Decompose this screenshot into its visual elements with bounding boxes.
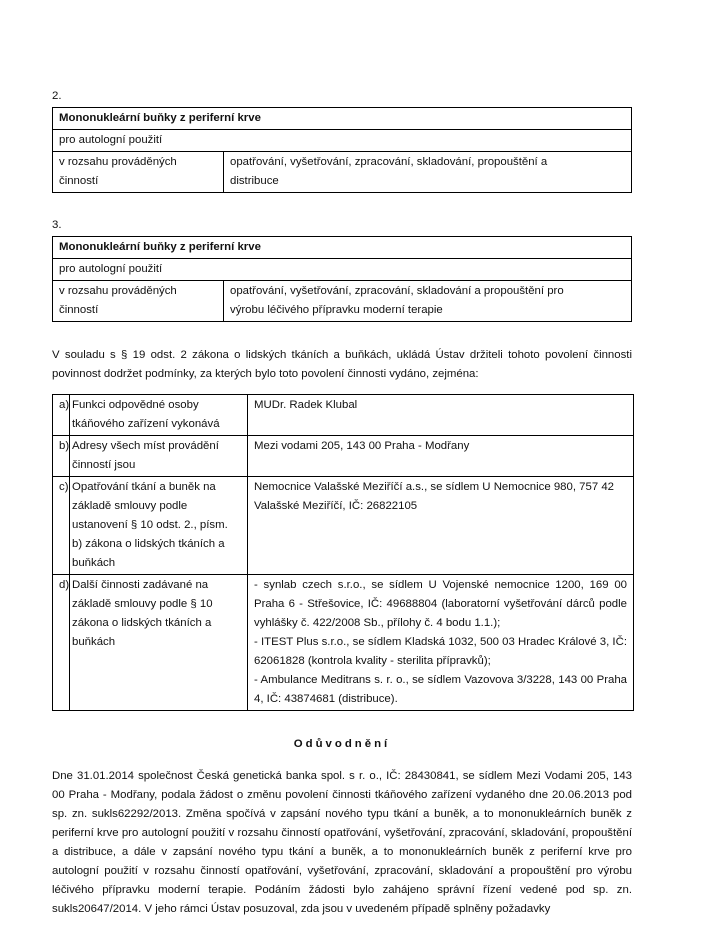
condition-c-label <box>70 477 248 575</box>
section-2-scope-value <box>224 152 632 193</box>
condition-b-label-line-2: činností jsou <box>72 459 136 471</box>
section-2-scope-label <box>53 152 224 193</box>
condition-d-value <box>248 575 634 711</box>
condition-a-label-line-2: tkáňového zařízení vykonává <box>72 418 220 430</box>
condition-b-label-line-1: Adresy všech míst provádění <box>72 440 219 452</box>
condition-d-label-line-4: buňkách <box>72 636 116 648</box>
section-3-scope-label-line-1: v rozsahu prováděných <box>59 285 177 297</box>
condition-d-contractor-3: - Ambulance Meditrans s. r. o., se sídlem Vazovova 3/3228, 143 00 Praha 4, IČ: 43874681 (distribuce). <box>254 674 627 705</box>
condition-d-contractor-2: - ITEST Plus s.r.o., se sídlem Kladská 1032, 500 03 Hradec Králové 3, IČ: 62061828 (kontrola kvality - sterilita přípravků); <box>254 636 627 667</box>
condition-c-letter: c) <box>53 477 70 575</box>
section-2-number: 2. <box>52 90 62 102</box>
condition-a-letter: a) <box>53 395 70 436</box>
condition-row-b <box>53 436 634 477</box>
section-2-use: pro autologní použití <box>53 130 632 152</box>
condition-d-label <box>70 575 248 711</box>
reasoning-paragraph: Dne 31.01.2014 společnost Česká genetická banka spol. s r. o., IČ: 28430841, se sídlem Mezi Vodami 205, 143 00 Praha - Modřany, podala žádost o změnu povolení činnosti tkáňového zařízení vydaného dne 20.06.2013 pod sp. zn. sukls62292/2013. Změna spočívá v zapsání nového typu tkání a buněk, a to mononukleárních buněk z periferní krve pro autologní použití v rozsahu činností opatřování, vyšetřování, zpracování, skladování, propouštění a distribuce, a dále v zapsání nového typu tkání a buněk, a to mononukleárních buněk z periferní krve pro autologní použití v rozsahu činností opatřování, vyšetřování, zpracování, skladování a propouštění pro výrobu léčivého přípravku moderní terapie. Podáním žádosti bylo zahájeno správní řízení vedené pod sp. zn. sukls20647/2014. V jeho rámci Ústav posuzoval, zda jsou v uvedeném případě splněny požadavky <box>52 770 632 915</box>
condition-row-a <box>53 395 634 436</box>
section-3-scope-value-line-1: opatřování, vyšetřování, zpracování, skladování a propouštění pro <box>230 285 564 297</box>
section-2-title: Mononukleární buňky z periferní krve <box>53 108 632 130</box>
condition-row-d <box>53 575 634 711</box>
section-2-scope-value-line-2: distribuce <box>230 175 279 187</box>
condition-d-label-line-2: základě smlouvy podle § 10 <box>72 598 213 610</box>
section-3-scope-label-line-2: činností <box>59 304 99 316</box>
condition-c-label-line-3: ustanovení § 10 odst. 2., písm. <box>72 519 228 531</box>
section-3-scope-label <box>53 281 224 322</box>
section-3-use: pro autologní použití <box>53 259 632 281</box>
section-2-scope-value-line-1: opatřování, vyšetřování, zpracování, skladování, propouštění a <box>230 156 548 168</box>
section-2-table <box>52 107 632 193</box>
condition-b-letter: b) <box>53 436 70 477</box>
section-2-scope-label-line-2: činností <box>59 175 99 187</box>
condition-c-value-line-2: Valašské Meziříčí, IČ: 26822105 <box>254 500 418 512</box>
intro-paragraph: V souladu s § 19 odst. 2 zákona o lidských tkáních a buňkách, ukládá Ústav držiteli tohoto povolení činnosti povinnost dodržet podmínky, za kterých bylo toto povolení činnosti vydáno, zejména: <box>52 349 632 380</box>
section-3-scope-value-line-2: výrobu léčivého přípravku moderní terapie <box>230 304 443 316</box>
condition-a-value: MUDr. Radek Klubal <box>248 395 634 436</box>
condition-c-value-line-1: Nemocnice Valašské Meziříčí a.s., se sídlem U Nemocnice 980, 757 42 <box>254 481 615 493</box>
condition-b-label <box>70 436 248 477</box>
section-3-table <box>52 236 632 322</box>
conditions-table <box>52 394 634 711</box>
condition-c-label-line-5: buňkách <box>72 557 116 569</box>
condition-a-label-line-1: Funkci odpovědné osoby <box>72 399 199 411</box>
section-3-number: 3. <box>52 219 62 231</box>
condition-d-contractor-1: - synlab czech s.r.o., se sídlem U Vojenské nemocnice 1200, 169 00 Praha 6 - Střešovice, IČ: 49688804 (laboratorní vyšetřování dárců podle vyhlášky č. 422/2008 Sb., přílohy č. 4 bodu 1.1.); <box>254 579 627 629</box>
condition-c-label-line-2: základě smlouvy podle <box>72 500 188 512</box>
condition-c-label-line-4: b) zákona o lidských tkáních a <box>72 538 225 550</box>
condition-d-letter: d) <box>53 575 70 711</box>
condition-a-label <box>70 395 248 436</box>
condition-c-label-line-1: Opatřování tkání a buněk na <box>72 481 216 493</box>
reasoning-heading: Odůvodnění <box>293 738 391 750</box>
section-2-scope-label-line-1: v rozsahu prováděných <box>59 156 177 168</box>
condition-d-label-line-1: Další činnosti zadávané na <box>72 579 209 591</box>
condition-c-value <box>248 477 634 575</box>
section-3-scope-value <box>224 281 632 322</box>
condition-row-c <box>53 477 634 575</box>
condition-d-label-line-3: zákona o lidských tkáních a <box>72 617 212 629</box>
condition-b-value: Mezi vodami 205, 143 00 Praha - Modřany <box>248 436 634 477</box>
section-3-title: Mononukleární buňky z periferní krve <box>53 237 632 259</box>
